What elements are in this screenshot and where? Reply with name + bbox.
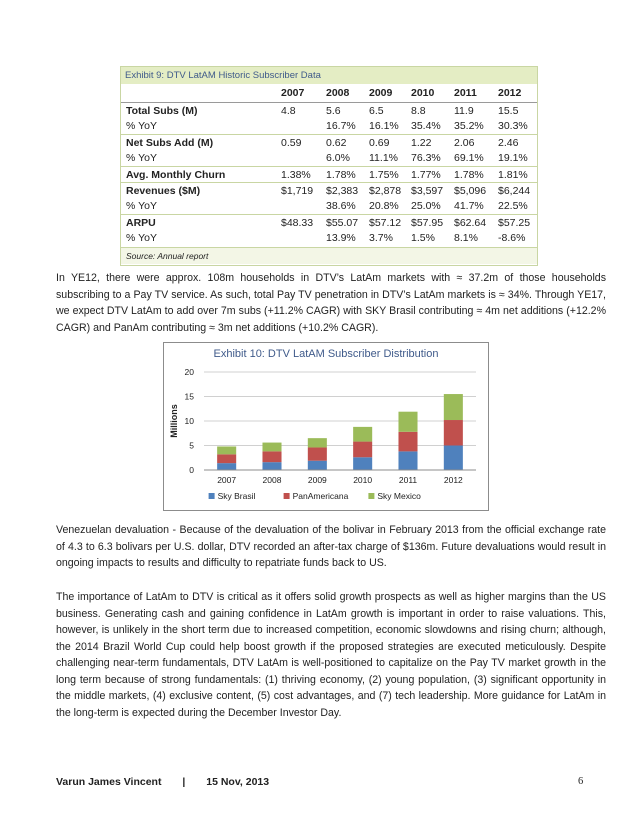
table-cell: 11.1% [369, 152, 398, 164]
y-tick-label: 5 [189, 440, 194, 451]
table-cell: 6.5 [369, 105, 384, 117]
table-cell: 16.1% [369, 120, 399, 132]
table-cell: 11.9 [454, 105, 474, 117]
table-cell: $2,383 [326, 185, 359, 197]
row-label: % YoY [126, 120, 157, 132]
table-cell: 6.0% [326, 152, 350, 164]
footer-date: 15 Nov, 2013 [206, 776, 270, 788]
table-row [121, 150, 537, 166]
row-label: ARPU [126, 217, 156, 229]
chart-y-axis-label: Millions [169, 404, 179, 438]
bar-panamericana [308, 447, 327, 460]
table-cell: 69.1% [454, 152, 484, 164]
table-cell: 1.75% [369, 169, 399, 181]
legend-swatch [284, 493, 290, 499]
x-tick-label: 2009 [307, 475, 327, 485]
bar-sky-brasil [217, 463, 236, 470]
row-label: % YoY [126, 232, 157, 244]
table-row [121, 182, 537, 199]
table-cell: 15.5 [498, 105, 519, 117]
chart-title: Exhibit 10: DTV LatAM Subscriber Distribution [213, 348, 439, 360]
table-cell: $5,096 [454, 185, 487, 197]
table-source-note: Source: Annual report [121, 247, 537, 264]
legend-swatch [209, 493, 215, 499]
table-row [121, 118, 537, 134]
bar-panamericana [353, 442, 372, 458]
page-footer [56, 776, 287, 788]
paragraph-penetration: In YE12, there were approx. 108m households in DTV’s LatAm markets with ≈ 37.2m of those households subscribing to a Pay TV service. As such, total Pay TV penetration in DTV’s LatAm markets is ≈ 34%. Through YE17, we expect DTV LatAm to add over 7m subs (+11.2% CAGR) with SKY Brasil contributing ≈ 4m net additions (+12.2% CAGR) and PanAm contributing ≈ 3m net additions (+10.2% CAGR). [56, 272, 606, 334]
bar-sky-brasil [308, 461, 327, 470]
y-tick-label: 0 [189, 465, 194, 475]
x-tick-label: 2008 [262, 475, 282, 485]
table-cell: 1.78% [326, 169, 356, 181]
exhibit9-table [120, 66, 538, 266]
table-cell: 1.77% [411, 169, 441, 181]
bar-sky-mexico [262, 443, 281, 452]
table-cell: $1,719 [281, 185, 314, 197]
table-cell: $6,244 [498, 185, 531, 197]
table-row [121, 198, 537, 214]
table-cell: 2.06 [454, 137, 475, 149]
year-header: 2009 [369, 87, 393, 99]
table-cell: 35.4% [411, 120, 441, 132]
table-header-row [121, 85, 537, 101]
bar-sky-brasil [398, 451, 417, 470]
table-cell: 4.8 [281, 105, 296, 117]
table-cell: 1.5% [411, 232, 435, 244]
y-tick-label: 20 [184, 367, 194, 377]
bar-sky-brasil [353, 457, 372, 470]
table-cell: 76.3% [411, 152, 441, 164]
table-cell: 3.7% [369, 232, 393, 244]
table-cell: 1.81% [498, 169, 528, 181]
table-row [121, 230, 537, 246]
page-number: 6 [578, 776, 584, 787]
exhibit9-title: Exhibit 9: DTV LatAM Historic Subscriber Data [121, 67, 537, 84]
bar-sky-mexico [217, 446, 236, 454]
bar-sky-brasil [444, 446, 463, 471]
table-cell: $62.64 [454, 217, 487, 229]
row-label: % YoY [126, 152, 157, 164]
table-row [121, 134, 537, 151]
table-cell: 2.46 [498, 137, 519, 149]
bar-sky-mexico [398, 412, 417, 432]
x-tick-label: 2010 [353, 475, 373, 485]
exhibit10-chart [163, 342, 489, 511]
y-tick-label: 10 [184, 416, 194, 426]
row-label: Net Subs Add (M) [126, 137, 214, 149]
year-header: 2010 [411, 87, 435, 99]
bar-panamericana [262, 451, 281, 462]
y-tick-label: 15 [184, 391, 194, 402]
legend-label: Sky Mexico [377, 491, 421, 501]
x-tick-label: 2007 [217, 475, 237, 485]
table-cell: -8.6% [498, 232, 526, 244]
table-cell: 0.69 [369, 137, 390, 149]
legend-label: Sky Brasil [217, 491, 256, 501]
table-cell: $55.07 [326, 217, 359, 229]
bar-sky-mexico [444, 394, 463, 420]
table-cell: $3,597 [411, 185, 444, 197]
table-cell: 1.38% [281, 169, 311, 181]
table-cell: 13.9% [326, 232, 356, 244]
year-header: 2011 [454, 87, 477, 99]
bar-panamericana [444, 420, 463, 445]
table-cell: 30.3% [498, 120, 528, 132]
bar-sky-mexico [308, 438, 327, 447]
year-header: 2007 [281, 87, 305, 99]
table-cell: 22.5% [498, 200, 528, 212]
row-label: Avg. Monthly Churn [126, 169, 226, 181]
footer-author: Varun James Vincent [56, 776, 162, 788]
table-cell: $57.12 [369, 217, 402, 229]
legend-label: PanAmericana [292, 491, 349, 501]
bar-sky-brasil [262, 462, 281, 470]
row-label: Total Subs (M) [126, 105, 198, 117]
table-cell: 16.7% [326, 120, 356, 132]
table-cell: 19.1% [498, 152, 528, 164]
year-header: 2008 [326, 87, 350, 99]
footer-separator: | [182, 776, 186, 788]
table-cell: 1.22 [411, 137, 432, 149]
table-cell: 8.1% [454, 232, 478, 244]
row-label: Revenues ($M) [126, 185, 201, 197]
table-cell: $57.95 [411, 217, 444, 229]
bar-panamericana [217, 454, 236, 463]
bar-sky-mexico [353, 427, 372, 442]
table-cell: 25.0% [411, 200, 441, 212]
x-tick-label: 2011 [398, 475, 418, 485]
table-row [121, 102, 537, 119]
x-tick-label: 2012 [443, 475, 463, 485]
bar-panamericana [398, 432, 417, 452]
table-cell: 1.78% [454, 169, 484, 181]
table-cell: 0.59 [281, 137, 302, 149]
table-cell: 20.8% [369, 200, 399, 212]
paragraph-devaluation: Venezuelan devaluation - Because of the devaluation of the bolivar in February 2013 from the official exchange rate of 4.3 to 6.3 bolivars per U.S. dollar, DTV recorded an after-tax charge of $136m. Future devaluations would result in ongoing impacts to results and difficulty to repatriate funds back to US. [56, 524, 606, 569]
table-cell: $48.33 [281, 217, 314, 229]
table-cell: 41.7% [454, 200, 484, 212]
legend-swatch [368, 493, 374, 499]
table-cell: 35.2% [454, 120, 484, 132]
chart-canvas [164, 343, 488, 510]
table-cell: $57.25 [498, 217, 531, 229]
table-cell: $2,878 [369, 185, 402, 197]
table-cell: 8.8 [411, 105, 426, 117]
table-cell: 38.6% [326, 200, 356, 212]
table-cell: 0.62 [326, 137, 347, 149]
year-header: 2012 [498, 87, 522, 99]
table-row [121, 166, 537, 183]
paragraph-importance: The importance of LatAm to DTV is critical as it offers solid growth prospects as well as higher margins than the US business. Generating cash and gaining confidence in LatAm growth is important in order to raise valuations. This, however, is unlikely in the short term due to increased competition, economic slowdowns and rising churn; although, the 2014 Brazil World Cup could help boost growth if the proposed strategies are executed meticulously. Despite challenging near-term fundamentals, DTV LatAm is well-positioned to capitalize on the Pay TV market growth in the long term because of strong fundamentals: (1) thriving economy, (2) young population, (3) significant opportunity in the middle markets, (4) exclusive content, (5) cost advantages, and (7) tech leadership. More guidance for LatAm in the long-term is expected during the December Investor Day. [56, 591, 606, 719]
table-row [121, 214, 537, 231]
table-cell: 5.6 [326, 105, 341, 117]
row-label: % YoY [126, 200, 157, 212]
